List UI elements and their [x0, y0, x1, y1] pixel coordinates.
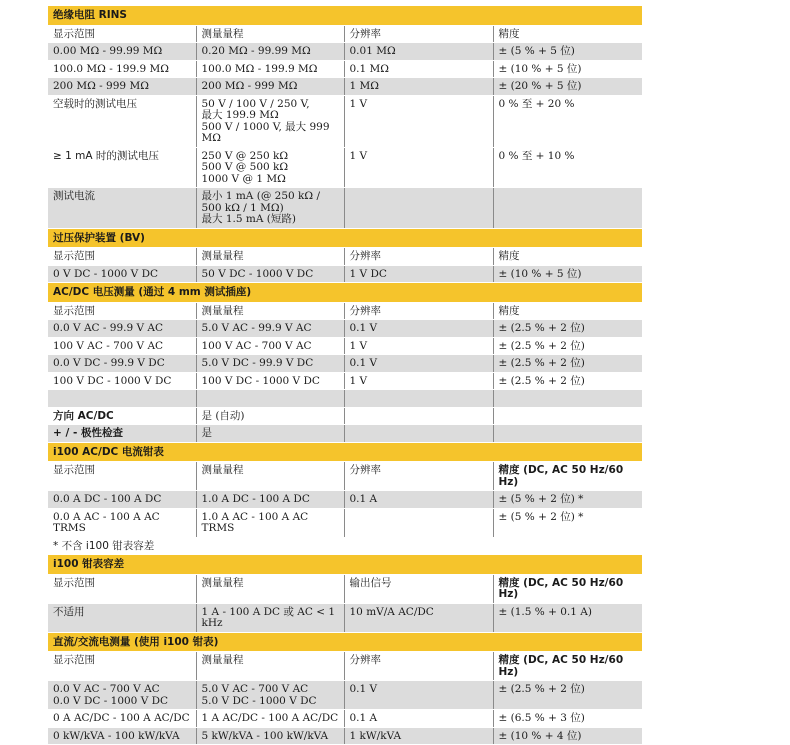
table-row	[48, 710, 642, 728]
table-cell: 100.0 MΩ - 199.9 MΩ	[48, 60, 196, 78]
section-title-row	[48, 632, 642, 652]
table-cell: 方向 AC/DC	[48, 407, 196, 425]
column-header: 显示范围	[48, 248, 196, 266]
column-header: 分辨率	[344, 25, 493, 43]
table-cell: 空载时的测试电压	[48, 95, 196, 147]
section-title-row	[48, 555, 642, 575]
column-header-row	[48, 462, 642, 491]
column-header: 测量量程	[196, 462, 344, 491]
table-cell: 0.20 MΩ - 99.99 MΩ	[196, 43, 344, 61]
table-cell: 1 V	[344, 337, 493, 355]
column-header: 分辨率	[344, 302, 493, 320]
column-header: 分辨率	[344, 652, 493, 681]
table-cell: 50 V DC - 1000 V DC	[196, 265, 344, 283]
table-cell: ± (20 % + 5 位)	[493, 78, 642, 96]
column-header: 显示范围	[48, 574, 196, 603]
section-title-row	[48, 228, 642, 248]
table-cell: ± (5 % + 5 位)	[493, 43, 642, 61]
table-cell: ± (10 % + 4 位)	[493, 727, 642, 745]
table-cell: 1 MΩ	[344, 78, 493, 96]
table-row	[48, 390, 642, 408]
table-row	[48, 491, 642, 509]
table-row	[48, 265, 642, 283]
table-cell: ± (2.5 % + 2 位)	[493, 337, 642, 355]
column-header-row	[48, 248, 642, 266]
table-cell: 是	[196, 425, 344, 443]
table-cell: 200 MΩ - 999 MΩ	[196, 78, 344, 96]
column-header: 分辨率	[344, 462, 493, 491]
column-header: 输出信号	[344, 574, 493, 603]
table-cell: 5.0 V AC - 700 V AC 5.0 V DC - 1000 V DC	[196, 681, 344, 710]
table-cell: 0 % 至 + 20 %	[493, 95, 642, 147]
column-header: 测量量程	[196, 302, 344, 320]
table-cell	[344, 425, 493, 443]
table-cell: 1 V	[344, 147, 493, 188]
table-cell: 不适用	[48, 603, 196, 632]
column-header: 测量量程	[196, 652, 344, 681]
table-cell: ± (5 % + 2 位) *	[493, 491, 642, 509]
table-cell: 0.0 A AC - 100 A AC TRMS	[48, 508, 196, 537]
table-cell: ± (10 % + 5 位)	[493, 265, 642, 283]
table-cell: 0.1 V	[344, 355, 493, 373]
table-cell	[344, 407, 493, 425]
table-cell: 1 V	[344, 95, 493, 147]
table-cell: 1 A AC/DC - 100 A AC/DC	[196, 710, 344, 728]
footnote-row	[48, 537, 642, 555]
table-row	[48, 508, 642, 537]
table-cell	[493, 188, 642, 229]
column-header: 精度 (DC, AC 50 Hz/60 Hz)	[493, 652, 642, 681]
table-cell: ± (2.5 % + 2 位)	[493, 681, 642, 710]
table-cell: 0.1 V	[344, 681, 493, 710]
table-row	[48, 727, 642, 745]
column-header-row	[48, 574, 642, 603]
table-cell: 100.0 MΩ - 199.9 MΩ	[196, 60, 344, 78]
table-cell: 0 A AC/DC - 100 A AC/DC	[48, 710, 196, 728]
table-row	[48, 60, 642, 78]
table-row	[48, 43, 642, 61]
table-cell	[493, 425, 642, 443]
table-row	[48, 320, 642, 338]
table-row	[48, 425, 642, 443]
column-header-row	[48, 25, 642, 43]
table-cell: 1.0 A DC - 100 A DC	[196, 491, 344, 509]
table-cell: 100 V AC - 700 V AC	[196, 337, 344, 355]
table-cell: + / - 极性检查	[48, 425, 196, 443]
column-header: 精度	[493, 25, 642, 43]
table-row	[48, 337, 642, 355]
table-cell: 100 V AC - 700 V AC	[48, 337, 196, 355]
section-title: 直流/交流电测量 (使用 i100 钳表)	[48, 632, 642, 652]
table-row	[48, 603, 642, 632]
table-cell: ± (6.5 % + 3 位)	[493, 710, 642, 728]
table-cell: ≥ 1 mA 时的测试电压	[48, 147, 196, 188]
table-row	[48, 407, 642, 425]
table-cell: 0.1 A	[344, 710, 493, 728]
column-header: 显示范围	[48, 462, 196, 491]
table-cell: 100 V DC - 1000 V DC	[196, 372, 344, 390]
column-header-row	[48, 302, 642, 320]
column-header: 测量量程	[196, 248, 344, 266]
column-header: 分辨率	[344, 248, 493, 266]
table-cell	[344, 390, 493, 408]
table-cell: 0.01 MΩ	[344, 43, 493, 61]
section-title-row	[48, 442, 642, 462]
column-header: 精度 (DC, AC 50 Hz/60 Hz)	[493, 462, 642, 491]
table-cell: 是 (自动)	[196, 407, 344, 425]
table-cell: ± (2.5 % + 2 位)	[493, 320, 642, 338]
table-row	[48, 372, 642, 390]
table-cell: 1 kW/kVA	[344, 727, 493, 745]
table-cell	[48, 390, 196, 408]
table-cell: ± (10 % + 5 位)	[493, 60, 642, 78]
table-cell: 测试电流	[48, 188, 196, 229]
table-cell: 0.1 V	[344, 320, 493, 338]
spec-sheet	[48, 6, 642, 745]
table-cell: 1 A - 100 A DC 或 AC < 1 kHz	[196, 603, 344, 632]
table-cell: ± (2.5 % + 2 位)	[493, 372, 642, 390]
table-row	[48, 95, 642, 147]
table-cell: 5 kW/kVA - 100 kW/kVA	[196, 727, 344, 745]
column-header-row	[48, 652, 642, 681]
column-header: 精度	[493, 302, 642, 320]
table-cell: 0.00 MΩ - 99.99 MΩ	[48, 43, 196, 61]
column-header: 测量量程	[196, 574, 344, 603]
table-row	[48, 355, 642, 373]
table-cell: ± (1.5 % + 0.1 A)	[493, 603, 642, 632]
table-cell: 最小 1 mA (@ 250 kΩ / 500 kΩ / 1 MΩ) 最大 1.5 mA (短路)	[196, 188, 344, 229]
table-cell	[196, 390, 344, 408]
table-row	[48, 188, 642, 229]
table-row	[48, 681, 642, 710]
section-title: i100 钳表容差	[48, 555, 642, 575]
table-cell: 0.1 A	[344, 491, 493, 509]
table-cell: 1.0 A AC - 100 A AC TRMS	[196, 508, 344, 537]
table-row	[48, 147, 642, 188]
footnote: * 不含 i100 钳表容差	[48, 537, 642, 555]
table-cell: 0 % 至 + 10 %	[493, 147, 642, 188]
table-cell: 50 V / 100 V / 250 V, 最大 199.9 MΩ 500 V / 1000 V, 最大 999 MΩ	[196, 95, 344, 147]
table-cell: 0.0 A DC - 100 A DC	[48, 491, 196, 509]
table-cell: 1 V DC	[344, 265, 493, 283]
column-header: 精度	[493, 248, 642, 266]
table-cell: 250 V @ 250 kΩ 500 V @ 500 kΩ 1000 V @ 1 MΩ	[196, 147, 344, 188]
spec-table	[48, 6, 642, 745]
table-cell: 200 MΩ - 999 MΩ	[48, 78, 196, 96]
table-cell: 0 V DC - 1000 V DC	[48, 265, 196, 283]
table-cell: ± (2.5 % + 2 位)	[493, 355, 642, 373]
table-cell	[493, 407, 642, 425]
section-title: i100 AC/DC 电流钳表	[48, 442, 642, 462]
table-row	[48, 78, 642, 96]
table-cell: 0.0 V AC - 700 V AC 0.0 V DC - 1000 V DC	[48, 681, 196, 710]
spec-table-body	[48, 6, 642, 745]
column-header: 精度 (DC, AC 50 Hz/60 Hz)	[493, 574, 642, 603]
section-title-row	[48, 6, 642, 25]
section-title-row	[48, 283, 642, 303]
table-cell: 10 mV/A AC/DC	[344, 603, 493, 632]
table-cell: ± (5 % + 2 位) *	[493, 508, 642, 537]
section-title: AC/DC 电压测量 (通过 4 mm 测试插座)	[48, 283, 642, 303]
column-header: 显示范围	[48, 652, 196, 681]
table-cell: 0.0 V DC - 99.9 V DC	[48, 355, 196, 373]
section-title: 过压保护装置 (BV)	[48, 228, 642, 248]
table-cell: 1 V	[344, 372, 493, 390]
table-cell: 0.0 V AC - 99.9 V AC	[48, 320, 196, 338]
table-cell: 0.1 MΩ	[344, 60, 493, 78]
table-cell	[493, 390, 642, 408]
table-cell	[344, 188, 493, 229]
table-cell: 5.0 V DC - 99.9 V DC	[196, 355, 344, 373]
table-cell	[344, 508, 493, 537]
table-cell: 0 kW/kVA - 100 kW/kVA	[48, 727, 196, 745]
table-cell: 100 V DC - 1000 V DC	[48, 372, 196, 390]
column-header: 显示范围	[48, 25, 196, 43]
section-title: 绝缘电阻 RINS	[48, 6, 642, 25]
column-header: 显示范围	[48, 302, 196, 320]
table-cell: 5.0 V AC - 99.9 V AC	[196, 320, 344, 338]
column-header: 测量量程	[196, 25, 344, 43]
